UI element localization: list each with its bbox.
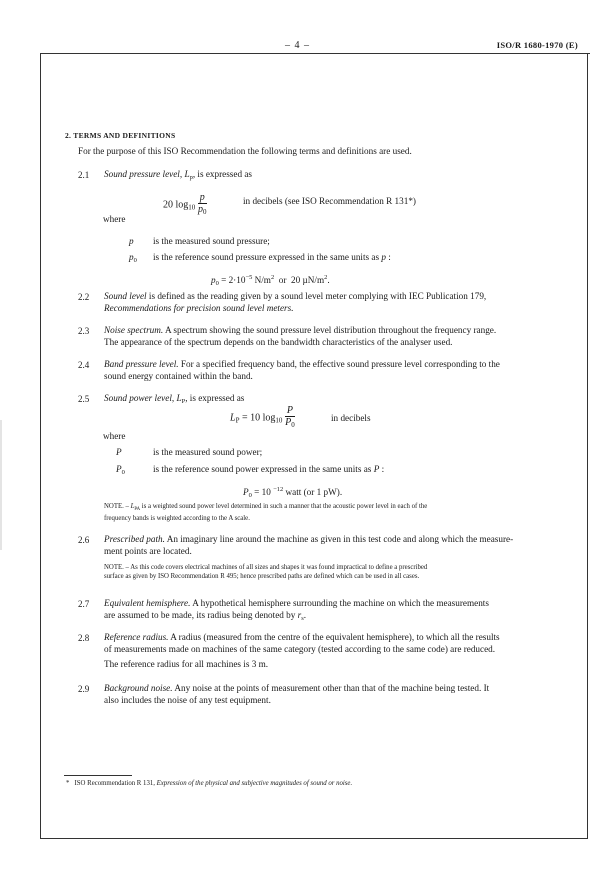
section-heading — [65, 131, 175, 140]
item-2-5-heading: Sound power level, $L_P$, is expressed as — [104, 393, 245, 405]
term: Sound pressure level, — [104, 169, 183, 179]
item-2-3-text: Noise spectrum. A spectrum showing the sound pressure level distribution throughout the frequency range. The appearance of the spectrum depends on the bandwidth characteristics of the analyser used. — [104, 325, 497, 347]
section-number: 2. — [65, 131, 72, 140]
footnote-marker: * — [66, 780, 70, 787]
page-number: – 4 – — [285, 40, 310, 51]
item-number: 2.1 — [78, 170, 90, 180]
scan-edge-shadow — [0, 420, 2, 550]
item-2-4-text: Band pressure level. For a specified frequency band, the effective sound pressure level corresponding to the sound energy contained within the band. — [104, 359, 500, 381]
def-symbol: p — [129, 236, 134, 246]
reference-power: $P_0 = 10$ $^{-12}$ watt (or 1 pW). — [243, 486, 343, 499]
document-reference: ISO/R 1680-1970 (E) — [496, 40, 578, 50]
item-2-1-heading: Sound pressure level, $L_p$, is expressed as — [104, 169, 253, 181]
footnote-rule — [64, 775, 132, 776]
item-2-8-text: Reference radius. A radius (measured from the centre of the equivalent hemisphere), to which all the results of measurements made on machines of the same category (tested according to the same code) are reduced. — [104, 632, 500, 654]
item-number: 2.7 — [78, 599, 90, 609]
where-label: where — [103, 431, 126, 441]
item-2-9-text: Background noise. Any noise at the points of measurement other than that of the machine being tested. It also includes the noise of any test equipment. — [104, 683, 490, 705]
formula-pwl: $L_P = 10$ $\log_{10}$ $\frac{P}{P_0}$ — [230, 405, 295, 429]
def-symbol: $p_0$ — [129, 252, 137, 264]
formula-spl: 20 $\log_{10}$ $\frac{p}{p_0}$ — [163, 192, 207, 216]
note-2-5: NOTE. – $L_{PA}$ is a weighted sound power level determined in such a manner that the acoustic power level in each of the frequency bands is weighted according to the A scale. — [104, 503, 428, 522]
def-text: is the reference sound pressure expressed in the same units as p : — [153, 252, 391, 262]
note-2-6: NOTE. – As this code covers electrical machines of all sizes and shapes it was found impractical to define a prescribed surface as given by ISO Recommendation R 495; hence prescribed paths are defined which can be used in all cases. — [104, 564, 428, 580]
item-number: 2.9 — [78, 684, 90, 694]
def-text: is the reference sound power expressed in the same units as P : — [153, 464, 385, 474]
item-number: 2.2 — [78, 292, 90, 302]
term-rest: , is expressed as — [192, 169, 253, 179]
formula-note: in decibels (see ISO Recommendation R 131*) — [243, 196, 416, 206]
item-2-2-text: Sound level is defined as the reading given by a sound level meter complying with IEC Publication 179, Recommendations for precision sound level meters. — [104, 291, 487, 313]
fraction: $\frac{P}{P_0}$ — [285, 405, 295, 429]
def-text: is the measured sound pressure; — [153, 236, 270, 246]
def-symbol: P — [116, 447, 122, 457]
item-2-7-text: Equivalent hemisphere. A hypothetical hemisphere surrounding the machine on which the measurements are assumed to be made, its radius being denoted by $r_s$. — [104, 598, 489, 622]
item-number: 2.6 — [78, 535, 90, 545]
footnote: * ISO Recommendation R 131, Expression of the physical and subjective magnitudes of sound or noise. — [66, 780, 353, 787]
section-intro: For the purpose of this ISO Recommendation the following terms and definitions are used. — [78, 146, 412, 156]
item-2-8-text-3: The reference radius for all machines is 3 m. — [104, 659, 269, 669]
formula-note: in decibels — [331, 413, 371, 423]
where-label: where — [103, 214, 126, 224]
def-text: is the measured sound power; — [153, 447, 263, 457]
item-2-6-text: Prescribed path. An imaginary line around the machine as given in this test code and along which the measure- ment points are located. — [104, 534, 514, 556]
item-number: 2.3 — [78, 326, 90, 336]
item-number: 2.8 — [78, 633, 90, 643]
symbol: L — [184, 169, 190, 179]
item-number: 2.5 — [78, 394, 90, 404]
def-symbol: $P_0$ — [116, 464, 125, 476]
reference-pressure: $p_0 = 2\cdot 10^{-5}$ $N/m^2$ or 20 $\mu N/m^2$. — [211, 274, 330, 287]
item-number: 2.4 — [78, 360, 90, 370]
fraction: $\frac{p}{p_0}$ — [198, 192, 207, 216]
section-title: TERMS AND DEFINITIONS — [73, 131, 176, 140]
